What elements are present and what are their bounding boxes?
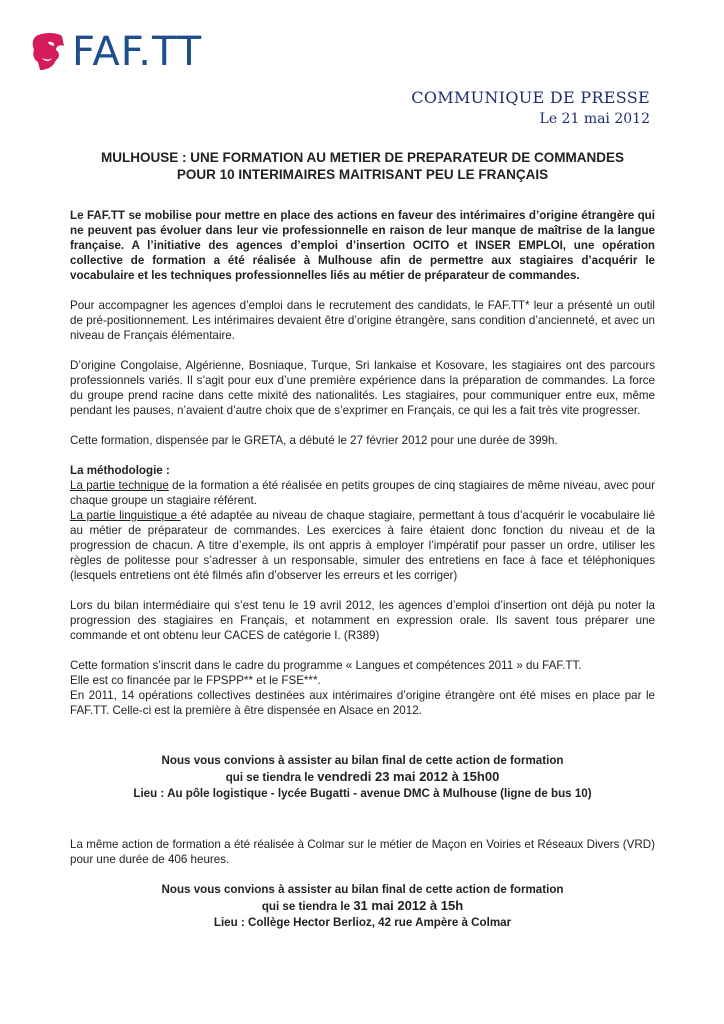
headline-line-2: POUR 10 INTERIMAIRES MAITRISANT PEU LE FRANÇAIS <box>176 167 549 182</box>
programme-section <box>70 658 655 718</box>
invite1-date: vendredi 23 mai 2012 à 15h00 <box>317 769 500 784</box>
linguistique-text: a été adaptée au niveau de chaque stagiaire, permettant à tous d’acquérir le vocabulaire lié au métier de préparateur de commandes. Les exercices à faire étaient donc fonction du niveau et de la progression de chacun. A titre d’exemple, ils ont appris à employer l’impératif pour passer un ordre, utiliser les règles de politesse pour s’adresser à un responsable, simuler des entretiens en face à face et téléphoniques (lesquels entretiens ont été filmés afin d’observer les erreurs et les corriger) <box>70 509 655 582</box>
invite1-line-1: Nous vous convions à assister au bilan final de cette action de formation <box>161 754 564 767</box>
linguistique-label: La partie linguistique <box>70 509 181 522</box>
intro-paragraph: Le FAF.TT se mobilise pour mettre en place des actions en faveur des intérimaires d’origine étrangère qui ne peuvent pas évoluer dans leur vie professionnelle en raison de leur manque de maîtrise de la langue française. A l’initiative des agences d’emploi d’insertion OCITO et INSER EMPLOI, une opération collective de formation a été réalisée à Mulhouse afin de permettre aux stagiaires d’acquérir le vocabulaire et les techniques professionnelles liés au métier de préparateur de commandes. <box>70 209 655 282</box>
programme-line-1: Cette formation s’inscrit dans le cadre du programme « Langues et compétences 2011 » du FAF.TT. <box>70 659 582 672</box>
methodology-section <box>70 463 655 583</box>
faftt-logo <box>30 29 203 75</box>
technique-text: de la formation a été réalisée en petits groupes de cinq stagiaires de même niveau, avec pour chaque groupe un stagiaire référent. <box>70 479 655 507</box>
paragraph-greta: Cette formation, dispensée par le GRETA, a débuté le 27 février 2012 pour une durée de 399h. <box>70 434 558 447</box>
invite1-line-3: Lieu : Au pôle logistique - lycée Bugatti - avenue DMC à Mulhouse (ligne de bus 10) <box>133 787 592 800</box>
programme-line-2: Elle est co financée par le FPSPP** et le FSE***. <box>70 674 321 687</box>
faftt-face-icon <box>30 32 66 72</box>
communique-date: Le 21 mai 2012 <box>539 111 650 127</box>
invitation-colmar <box>70 882 655 931</box>
paragraph-origines: D’origine Congolaise, Algérienne, Bosniaque, Turque, Sri lankaise et Kosovare, les stagiaires ont des parcours professionnels variés. Il s’agit pour eux d’une première expérience dans la préparation de commandes. La force du groupe prend racine dans cette mixité des nationalités. Les stagiaires, pour communiquer entre eux, même pendant les pauses, n’avaient d’autre choix que de s’exprimer en Français, ce qui les a fait très vite progresser. <box>70 359 655 417</box>
methodology-technique <box>70 478 655 508</box>
headline <box>70 149 655 183</box>
invite2-date: 31 mai 2012 à 15h <box>353 898 464 913</box>
invitation-mulhouse <box>70 753 655 802</box>
paragraph-bilan: Lors du bilan intermédiaire qui s’est tenu le 19 avril 2012, les agences d’emploi d’insertion ont déjà pu noter la progression des stagiaires en Français, et notamment en expression orale. Ils savent tous préparer une commande et ont obtenu leur CACES de catégorie I. (R389) <box>70 599 655 642</box>
invite2-line-1: Nous vous convions à assister au bilan final de cette action de formation <box>161 883 564 896</box>
paragraph-recrutement: Pour accompagner les agences d’emploi dans le recrutement des candidats, le FAF.TT* leur a présenté un outil de pré-positionnement. Les intérimaires devaient être d’origine étrangère, sans condition d’ancienneté, et avec un niveau de Français élémentaire. <box>70 299 655 342</box>
headline-line-1: MULHOUSE : UNE FORMATION AU METIER DE PREPARATEUR DE COMMANDES <box>101 150 624 165</box>
invite2-line-2 <box>70 898 655 915</box>
communique-title: COMMUNIQUE DE PRESSE <box>411 88 650 107</box>
methodology-linguistique <box>70 508 655 583</box>
logo-text: FAF.TT <box>72 29 203 75</box>
technique-label: La partie technique <box>70 479 169 492</box>
document-body <box>70 208 655 946</box>
header-block <box>411 88 650 127</box>
invite1-prefix: qui se tiendra le <box>225 771 318 784</box>
programme-line-3: En 2011, 14 opérations collectives destinées aux intérimaires d’origine étrangère ont été mises en place par le FAF.TT. Celle-ci est la première à être dispensée en Alsace en 2012. <box>70 689 655 717</box>
paragraph-colmar: La même action de formation a été réalisée à Colmar sur le métier de Maçon en Voiries et Réseaux Divers (VRD) pour une durée de 406 heures. <box>70 838 655 866</box>
invite1-line-2 <box>70 769 655 786</box>
methodology-title: La méthodologie : <box>70 464 170 477</box>
invite2-prefix: qui se tiendra le <box>261 900 354 913</box>
invite2-line-3: Lieu : Collège Hector Berlioz, 42 rue Ampère à Colmar <box>213 916 512 929</box>
